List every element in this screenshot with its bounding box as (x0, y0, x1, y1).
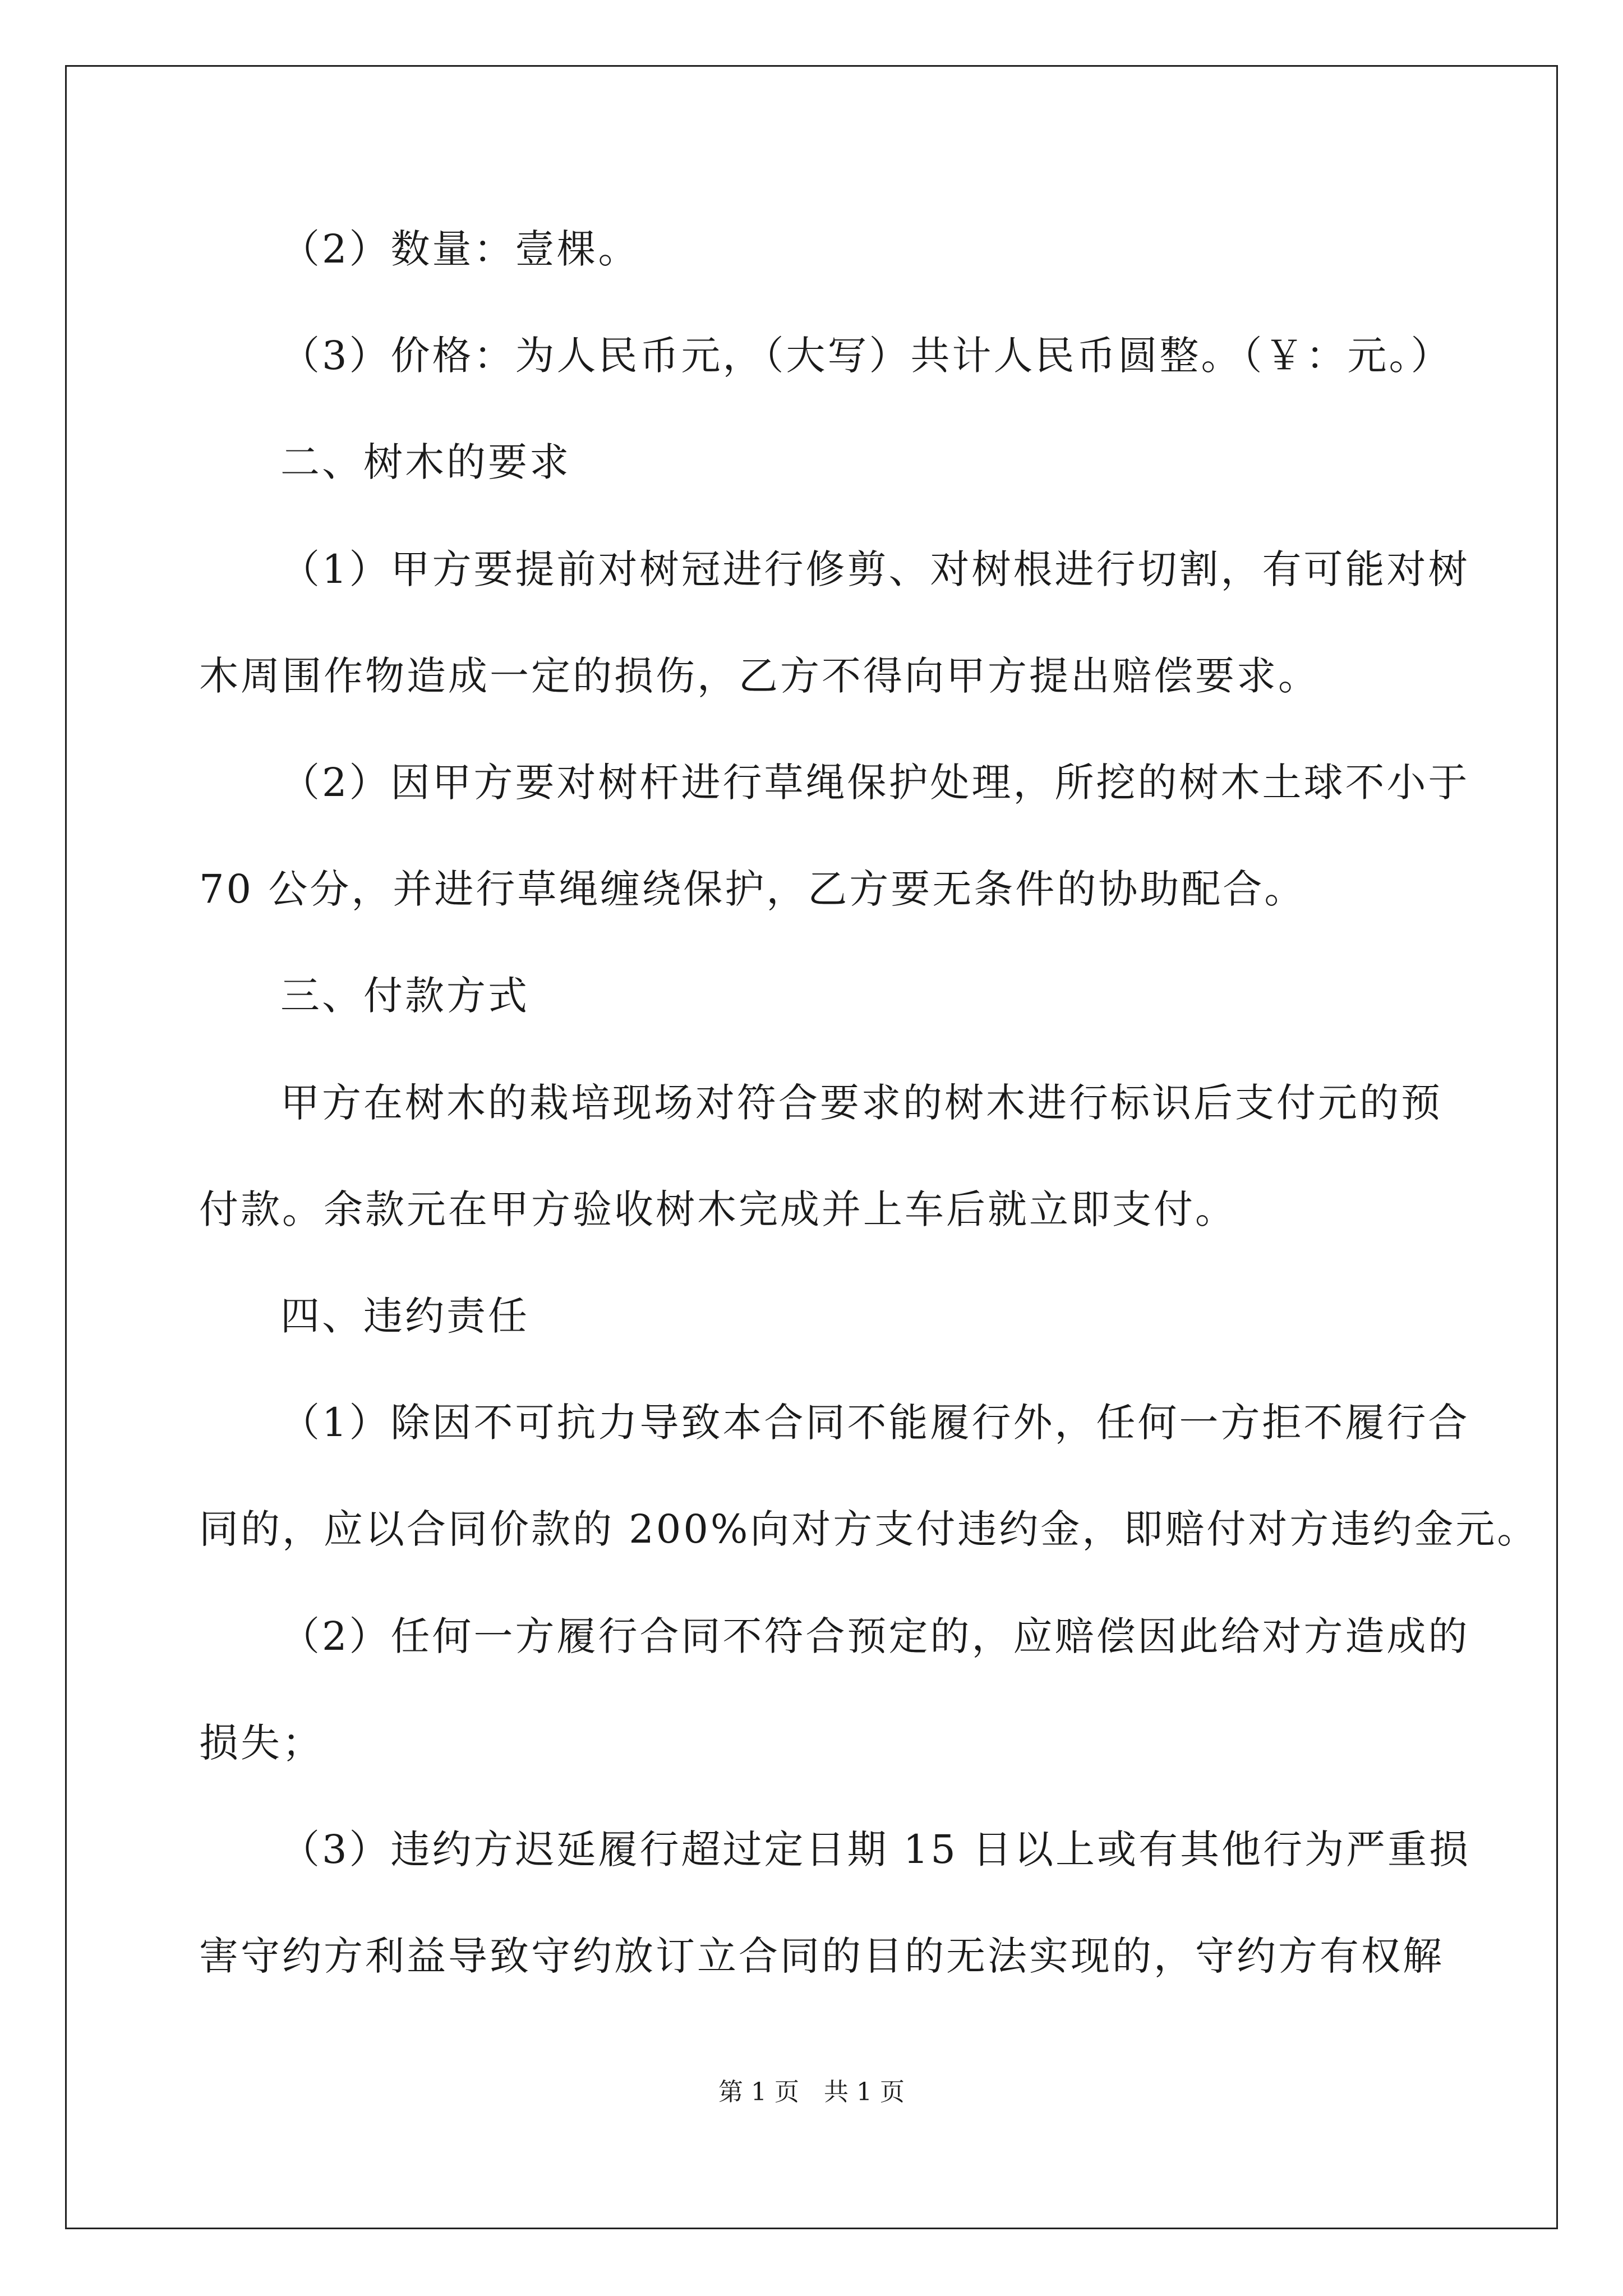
paragraph-line: 70 公分，并进行草绳缠绕保护，乙方要无条件的协助配合。 (199, 866, 1306, 912)
paragraph-line: （3）违约方迟延履行超过定日期 15 日以上或有其他行为严重损 (280, 1826, 1471, 1872)
paragraph-line: （3）价格：为人民币元，（大写）共计人民币圆整。（￥：元。） (280, 333, 1453, 379)
paragraph-line: 甲方在树木的栽培现场对符合要求的树木进行标识后支付元的预 (280, 1080, 1442, 1126)
paragraph-line: （1）除因不可抗力导致本合同不能履行外，任何一方拒不履行合 (280, 1400, 1470, 1446)
paragraph-line: （2）因甲方要对树杆进行草绳保护处理，所挖的树木土球不小于 (280, 760, 1470, 806)
paragraph-line: 木周围作物造成一定的损伤，乙方不得向甲方提出赔偿要求。 (199, 653, 1320, 699)
section-heading: 三、付款方式 (280, 973, 529, 1019)
section-heading: 四、违约责任 (280, 1293, 529, 1339)
paragraph-line: （2）数量：壹棵。 (280, 226, 640, 272)
paragraph-line: （1）甲方要提前对树冠进行修剪、对树根进行切割，有可能对树 (280, 546, 1470, 592)
page-number-footer: 第 1 页 共 1 页 (718, 2078, 905, 2106)
paragraph-line: 付款。余款元在甲方验收树木完成并上车后就立即支付。 (199, 1186, 1237, 1232)
paragraph-line: 同的，应以合同价款的 200%向对方支付违约金，即赔付对方违约金元。 (199, 1506, 1539, 1552)
paragraph-line: （2）任何一方履行合同不符合预定的，应赔偿因此给对方造成的 (280, 1613, 1470, 1659)
section-heading: 二、树木的要求 (280, 439, 571, 485)
paragraph-line: 损失； (199, 1720, 324, 1766)
paragraph-line: 害守约方利益导致守约放订立合同的目的无法实现的，守约方有权解 (199, 1933, 1444, 1979)
